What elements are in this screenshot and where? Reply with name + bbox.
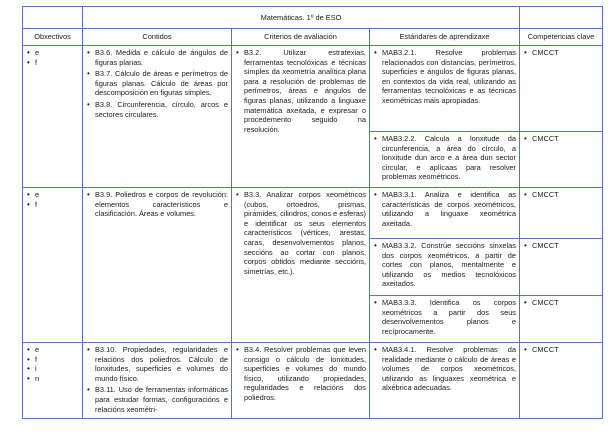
standard-item: • MAB3.3.3. Identifica os corpos xeométricos a partir dos seus desenvolvementos planos e recíprocamente. bbox=[373, 298, 516, 336]
criterion-item: • B3.4. Resolver problemas que leven consigo o cálculo de lonxitudes, superficies e volumes do mundo físico, utilizando propiedades, regularidades e relacións dos poliedros. bbox=[235, 345, 366, 403]
objective-item: • f bbox=[26, 200, 79, 210]
objective-item: • e bbox=[26, 190, 79, 200]
header-contents: Contidos bbox=[83, 29, 232, 46]
competence-item: • CMCCT bbox=[523, 298, 599, 308]
competence-item: • CMCCT bbox=[523, 345, 599, 355]
competence-cell bbox=[520, 343, 603, 419]
competence-item: • CMCCT bbox=[523, 241, 599, 251]
header-competences: Competencias clave bbox=[520, 29, 603, 46]
standard-cell bbox=[370, 188, 520, 239]
objective-item: • n bbox=[26, 374, 79, 384]
empty-corner-cell bbox=[23, 7, 83, 29]
table-row bbox=[23, 188, 603, 239]
objectives-cell bbox=[23, 188, 83, 343]
content-item: • B3.11. Uso de ferramentas informáticas para estudar formas, configuracións e relacións xeométri- bbox=[86, 385, 228, 414]
standard-item: • MAB3.2.2. Calcula a lonxitude da circunferencia, a área do círculo, a lonxitude dun arco e a área dun sector circular, e aplícaas para resolver problemas xeométricos. bbox=[373, 134, 516, 182]
competence-cell bbox=[520, 132, 603, 188]
contents-cell bbox=[83, 188, 232, 343]
standard-item: • MAB3.3.2. Constrúe seccións sinxelas dos corpos xeométricos, a partir de cortes con planos, mentalmente e utilizando os medios tecnolóxicos axeitados. bbox=[373, 241, 516, 289]
competence-cell bbox=[520, 46, 603, 132]
standard-cell bbox=[370, 296, 520, 343]
objectives-cell bbox=[23, 343, 83, 419]
curriculum-table bbox=[22, 6, 603, 419]
content-item: • B3.6. Medida e cálculo de ángulos de figuras planas. bbox=[86, 48, 228, 67]
header-objectives: Obxectivos bbox=[23, 29, 83, 46]
standard-cell bbox=[370, 132, 520, 188]
competence-item: • CMCCT bbox=[523, 190, 599, 200]
criterion-item: • B3.2. Utilizar estratexias, ferramentas tecnolóxicas e técnicas simples da xeometría analítica plana para a resolución de problemas de perímetros, áreas e ángulos de figuras planas, utilizando a linguaxe matemática axeitada, e expresar o procedemento seguido na resolución. bbox=[235, 48, 366, 134]
objective-item: • e bbox=[26, 345, 79, 355]
table-row bbox=[23, 46, 603, 132]
contents-cell bbox=[83, 343, 232, 419]
objective-item: • i bbox=[26, 364, 79, 374]
objective-item: • e bbox=[26, 48, 79, 58]
header-criteria: Criterios de avaliación bbox=[232, 29, 370, 46]
competence-cell bbox=[520, 239, 603, 296]
competence-cell bbox=[520, 188, 603, 239]
competence-item: • CMCCT bbox=[523, 48, 599, 58]
content-item: • B3.9. Poliedros e corpos de revolución: elementos característicos e clasificación. Áreas e volumes. bbox=[86, 190, 228, 219]
standard-item: • MAB3.2.1. Resolve problemas relacionados con distancias, perímetros, superficies e ángulos de figuras planas, en contextos da vida real, utilizando as ferramentas tecnolóxicas e as técnicas xeométricas máis apropiadas. bbox=[373, 48, 516, 106]
competence-item: • CMCCT bbox=[523, 134, 599, 144]
contents-cell bbox=[83, 46, 232, 188]
content-item: • B3.7. Cálculo de áreas e perímetros de figuras planas. Cálculo de áreas por descomposición en figuras simples. bbox=[86, 69, 228, 98]
content-item: • B3.8. Circunferencia, círculo, arcos e sectores circulares. bbox=[86, 100, 228, 119]
standard-cell bbox=[370, 239, 520, 296]
table-row bbox=[23, 343, 603, 419]
competence-cell bbox=[520, 296, 603, 343]
criteria-cell bbox=[232, 343, 370, 419]
standard-item: • MAB3.3.1. Analiza e identifica as características de corpos xeométricos, utilizando a linguaxe xeométrica axeitada. bbox=[373, 190, 516, 228]
standard-cell bbox=[370, 46, 520, 132]
criterion-item: • B3.3. Analizar corpos xeométricos (cubos, ortoedros, prismas, pirámides, cilindros, conos e esferas) e identificar os seus elementos característicos (vértices, arestas, caras, desenvolvementos planos, seccións ao cortar con planos, corpos obtidos mediante seccións, simetrías, etc.). bbox=[235, 190, 366, 276]
standard-cell bbox=[370, 343, 520, 419]
objective-item: • f bbox=[26, 58, 79, 68]
criteria-cell bbox=[232, 46, 370, 188]
standard-item: • MAB3.4.1. Resolve problemas da realidade mediante o cálculo de áreas e volumes de corpos xeométricos, utilizando as linguaxes xeométrica e alxébrica adecuadas. bbox=[373, 345, 516, 393]
objective-item: • f bbox=[26, 355, 79, 365]
criteria-cell bbox=[232, 188, 370, 343]
header-standards: Estándares de aprendizaxe bbox=[370, 29, 520, 46]
content-item: • B3.10. Propiedades, regularidades e relacións dos poliedros. Cálculo de lonxitudes, superficies e volumes do mundo físico. bbox=[86, 345, 228, 383]
objectives-cell bbox=[23, 46, 83, 188]
table-title: Matemáticas. 1º de ESO bbox=[83, 7, 520, 29]
empty-title-cell bbox=[520, 7, 603, 29]
